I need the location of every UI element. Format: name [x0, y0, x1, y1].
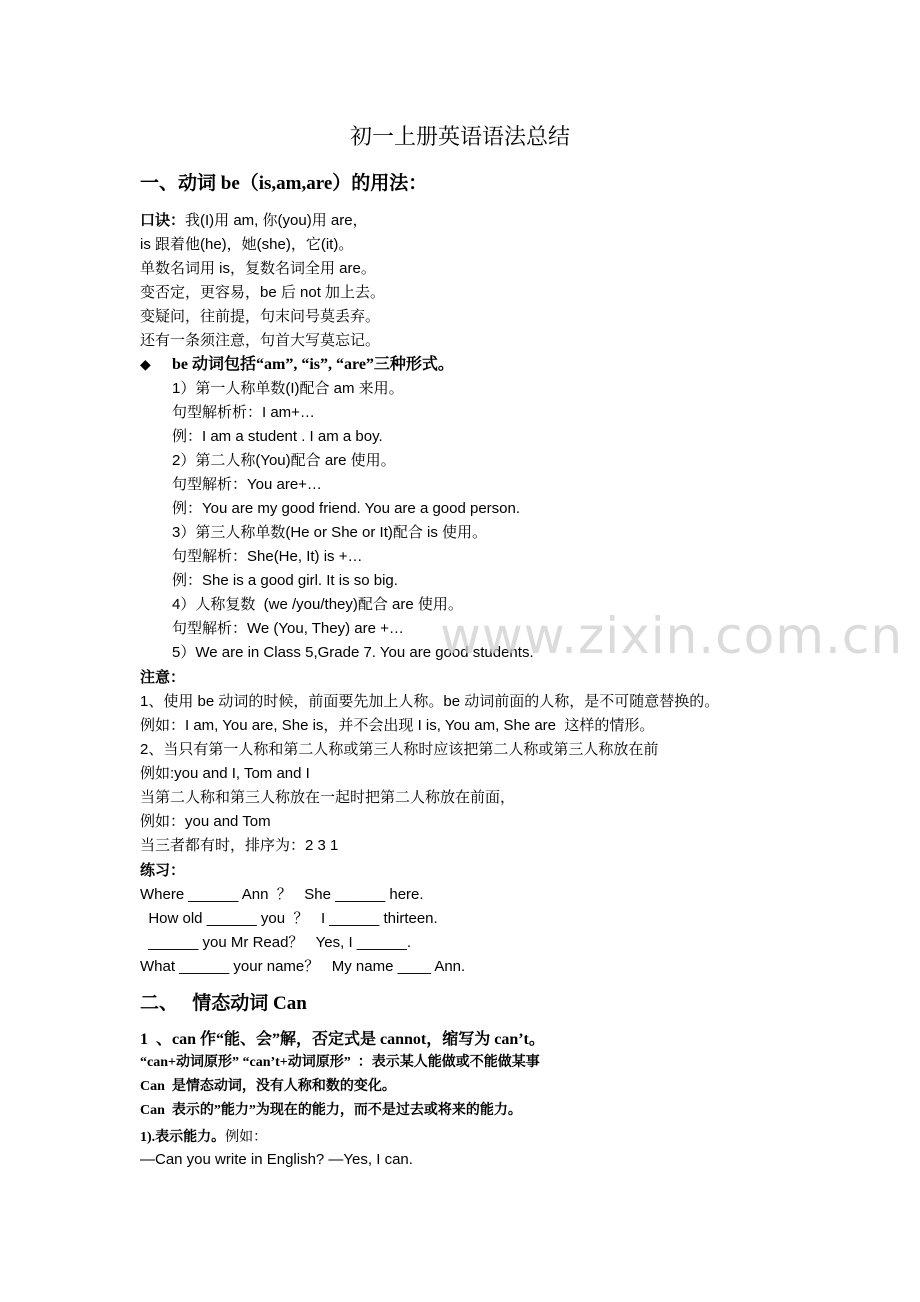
practice-line: ______ you Mr Read？ Yes, I ______.: [140, 934, 412, 951]
item-line: 句型解析：You are+…: [172, 476, 322, 493]
watermark: www.zixin.com.cn: [440, 607, 904, 665]
note-line: 例如:you and I, Tom and I: [140, 765, 310, 782]
rhyme-line-3: 单数名词用 is，复数名词全用 are。: [140, 260, 376, 277]
section2-sub1: 1 、can 作“能、会”解，否定式是 cannot，缩写为 can’t。: [140, 1031, 545, 1048]
item-line: 句型解析析：I am+…: [172, 404, 315, 421]
note-label: 注意：: [140, 669, 186, 686]
item-line: 2）第二人称(You)配合 are 使用。: [172, 452, 396, 469]
item-line: 例：I am a student . I am a boy.: [172, 428, 383, 445]
note-line: 例如：you and Tom: [140, 813, 271, 830]
bullet-line: [140, 355, 454, 376]
section2-sub3: Can 是情态动词，没有人称和数的变化。: [140, 1079, 396, 1094]
rhyme-text: 我(I)用 am, 你(you)用 are，: [185, 212, 368, 229]
note-line: 1、使用 be 动词的时候，前面要先加上人称。be 动词前面的人称，是不可随意替换的。: [140, 693, 720, 710]
note-line: 当三者都有时，排序为：2 3 1: [140, 837, 339, 854]
item-line: 3）第三人称单数(He or She or It)配合 is 使用。: [172, 524, 488, 541]
item-line: 5）We are in Class 5,Grade 7. You are good students.: [172, 644, 534, 661]
section2-sub2: “can+动词原形” “can’t+动词原形” ：表示某人能做或不能做某事: [140, 1055, 540, 1070]
item-line: 4）人称复数 (we /you/they)配合 are 使用。: [172, 596, 463, 613]
page-title: 初一上册英语语法总结: [349, 124, 570, 149]
practice-line: Where ______ Ann ？ She ______ here.: [140, 886, 424, 903]
practice-line: How old ______ you ？ I ______ thirteen.: [140, 910, 438, 927]
rhyme-line-1: [140, 211, 368, 231]
item-line: 1）第一人称单数(I)配合 am 来用。: [172, 380, 404, 397]
sub5-label: 1).表示能力。: [140, 1130, 226, 1145]
note-line: 例如：I am, You are, She is，并不会出现 I is, You am, She are 这样的情形。: [140, 717, 655, 734]
section2-heading: 二、 情态动词 Can: [140, 993, 307, 1014]
item-line: 句型解析：We (You, They) are +…: [172, 620, 404, 637]
practice-label: 练习：: [140, 862, 186, 879]
item-line: 句型解析：She(He, It) is +…: [172, 548, 363, 565]
item-line: 例：She is a good girl. It is so big.: [172, 572, 398, 589]
practice-line: What ______ your name？ My name ____ Ann.: [140, 958, 466, 975]
rhyme-line-4: 变否定，更容易，be 后 not 加上去。: [140, 284, 386, 301]
diamond-bullet-icon: ◆: [140, 358, 151, 373]
bullet-text: be 动词包括“am”, “is”, “are”三种形式。: [172, 356, 454, 373]
rhyme-line-2: is 跟着他(he)，她(she)，它(it)。: [140, 236, 354, 253]
sub5-rest: 例如：: [225, 1128, 268, 1144]
section2-sub4: Can 表示的”能力”为现在的能力，而不是过去或将来的能力。: [140, 1103, 522, 1118]
rhyme-label: 口诀：: [140, 212, 186, 229]
note-line: 当第二人称和第三人称放在一起时把第二人称放在前面，: [140, 789, 516, 806]
rhyme-line-5: 变疑问，往前提，句末问号莫丢弃。: [140, 308, 381, 325]
note-line: 2、当只有第一人称和第二人称或第三人称时应该把第二人称或第三人称放在前: [140, 741, 659, 758]
section2-sub5: [140, 1126, 267, 1148]
rhyme-line-6: 还有一条须注意，句首大写莫忘记。: [140, 332, 381, 349]
section2-example: —Can you write in English? —Yes, I can.: [140, 1151, 413, 1168]
section1-heading: 一、动词 be（is,am,are）的用法：: [140, 173, 428, 194]
item-line: 例：You are my good friend. You are a good person.: [172, 500, 521, 517]
